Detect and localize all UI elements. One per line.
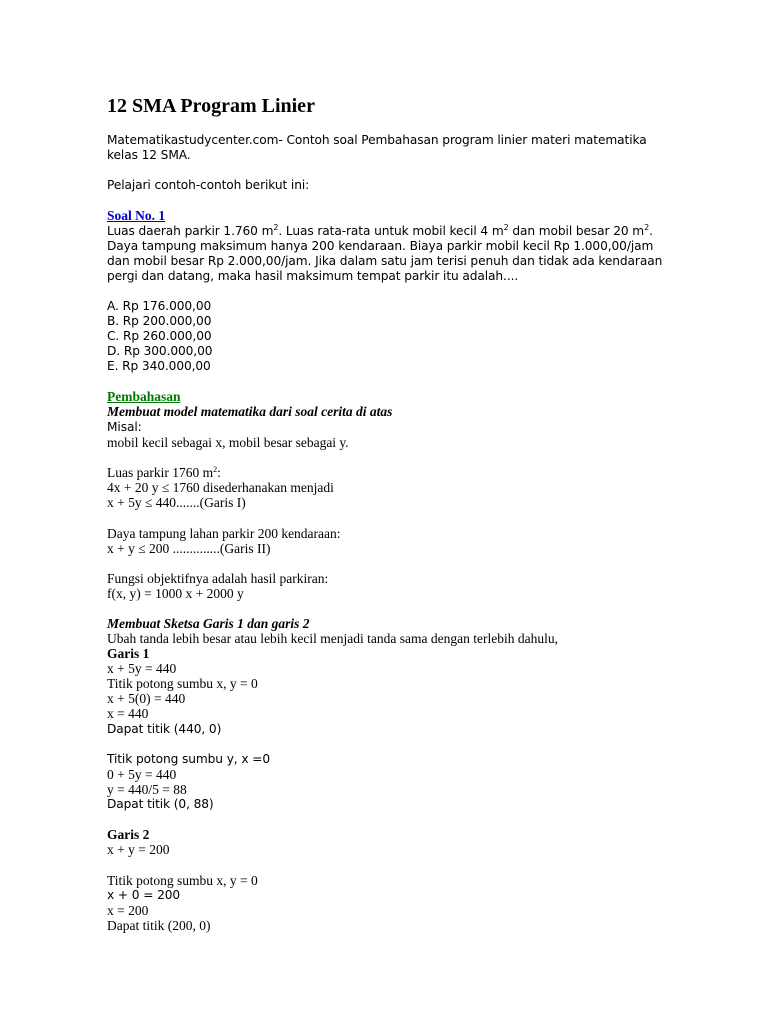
page-title: 12 SMA Program Linier bbox=[107, 95, 315, 117]
garis-1-heading: Garis 1 bbox=[107, 646, 150, 661]
answer-option-c: C. Rp 260.000,00 bbox=[107, 329, 212, 343]
garis-2-line: Titik potong sumbu x, y = 0 bbox=[107, 873, 258, 888]
garis-1-line: x = 440 bbox=[107, 706, 149, 721]
garis-1-line: x + 5y = 440 bbox=[107, 661, 177, 676]
misal-label: Misal: bbox=[107, 420, 142, 434]
garis-1-line: Dapat titik (440, 0) bbox=[107, 722, 222, 736]
sketch-heading: Membuat Sketsa Garis 1 dan garis 2 bbox=[107, 616, 310, 631]
superscript: 2 bbox=[503, 223, 509, 232]
inequality-1: 4x + 20 y ≤ 1760 disederhanakan menjadi bbox=[107, 480, 334, 495]
inequality-2: x + y ≤ 200 ..............(Garis II) bbox=[107, 541, 271, 556]
garis-2-line: x + y = 200 bbox=[107, 842, 170, 857]
inequality-1-simplified: x + 5y ≤ 440.......(Garis I) bbox=[107, 495, 246, 510]
superscript: 2 bbox=[213, 465, 218, 474]
garis-2-line: Dapat titik (200, 0) bbox=[107, 918, 211, 933]
daya-tampung: Daya tampung lahan parkir 200 kendaraan: bbox=[107, 526, 341, 541]
luas-parkir-colon: : bbox=[217, 465, 221, 480]
garis-1-line: y = 440/5 = 88 bbox=[107, 782, 187, 797]
garis-2-line: x + 0 = 200 bbox=[107, 888, 181, 902]
garis-1-line: 0 + 5y = 440 bbox=[107, 767, 177, 782]
answer-option-d: D. Rp 300.000,00 bbox=[107, 344, 213, 358]
model-heading: Membuat model matematika dari soal cerita di atas bbox=[107, 404, 393, 419]
answer-option-b: B. Rp 200.000,00 bbox=[107, 314, 212, 328]
question-line-4: pergi dan datang, maka hasil maksimum tempat parkir itu adalah.... bbox=[107, 269, 519, 283]
garis-2-heading: Garis 2 bbox=[107, 827, 150, 842]
fungsi-objektif: Fungsi objektifnya adalah hasil parkiran: bbox=[107, 571, 329, 586]
garis-2-line: x = 200 bbox=[107, 903, 149, 918]
garis-1-line: Titik potong sumbu y, x =0 bbox=[107, 752, 271, 766]
garis-1-line: Titik potong sumbu x, y = 0 bbox=[107, 676, 258, 691]
solution-heading-link[interactable]: Pembahasan bbox=[107, 389, 181, 404]
question-line-1-part-d: . bbox=[649, 224, 653, 238]
question-line-1-part-b: . Luas rata-rata untuk mobil kecil 4 m bbox=[278, 224, 504, 238]
question-line-2: Daya tampung maksimum hanya 200 kendaraan. Biaya parkir mobil kecil Rp 1.000,00/jam bbox=[107, 239, 654, 253]
sketch-text: Ubah tanda lebih besar atau lebih kecil menjadi tanda sama dengan terlebih dahulu, bbox=[107, 631, 558, 646]
question-line-1-part-a: Luas daerah parkir 1.760 m bbox=[107, 224, 274, 238]
luas-parkir-text: Luas parkir 1760 m bbox=[107, 465, 214, 480]
intro-line-1: Matematikastudycenter.com- Contoh soal Pembahasan program linier materi matematika bbox=[107, 133, 647, 147]
luas-parkir bbox=[107, 465, 221, 480]
question-heading-link[interactable]: Soal No. 1 bbox=[107, 208, 166, 223]
superscript: 2 bbox=[273, 223, 279, 232]
superscript: 2 bbox=[644, 223, 650, 232]
answer-option-e: E. Rp 340.000,00 bbox=[107, 359, 211, 373]
intro-line-2: kelas 12 SMA. bbox=[107, 148, 191, 162]
garis-1-line: x + 5(0) = 440 bbox=[107, 691, 186, 706]
misal-text: mobil kecil sebagai x, mobil besar sebagai y. bbox=[107, 435, 349, 450]
question-line-1 bbox=[107, 224, 653, 239]
objective-function: f(x, y) = 1000 x + 2000 y bbox=[107, 586, 244, 601]
question-line-3: dan mobil besar Rp 2.000,00/jam. Jika dalam satu jam terisi penuh dan tidak ada kendaraan bbox=[107, 254, 663, 268]
garis-1-line: Dapat titik (0, 88) bbox=[107, 797, 214, 811]
question-line-1-part-c: dan mobil besar 20 m bbox=[508, 224, 645, 238]
answer-option-a: A. Rp 176.000,00 bbox=[107, 299, 212, 313]
instruction-text: Pelajari contoh-contoh berikut ini: bbox=[107, 178, 310, 192]
